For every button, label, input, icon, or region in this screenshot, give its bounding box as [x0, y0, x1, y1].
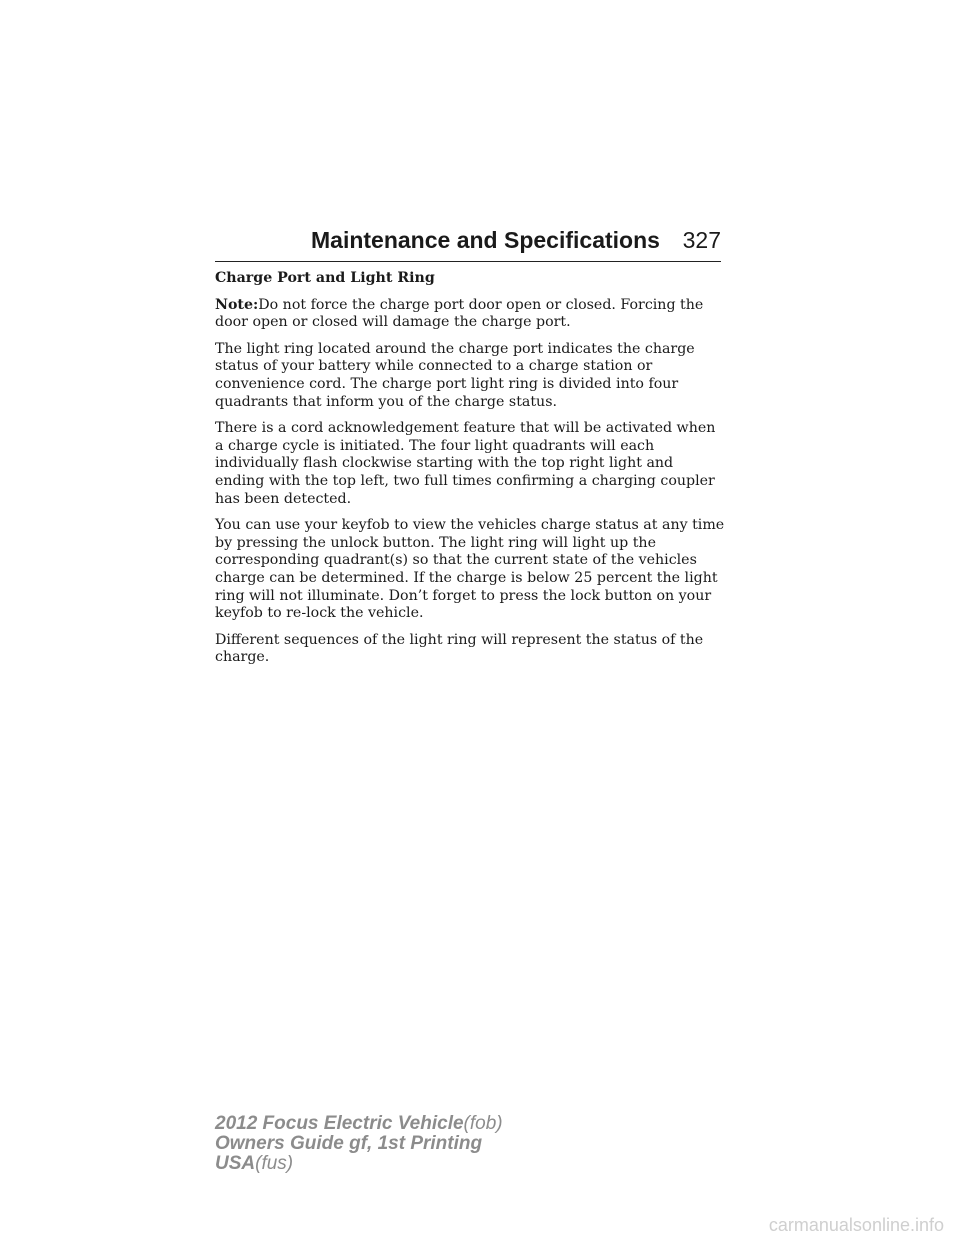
- chapter-title: Maintenance and Specifications: [311, 227, 660, 253]
- body-paragraph: The light ring located around the charge port indicates the charge status of your battery while connected to a charge station or convenience cord. The charge port light ring is divided into four quadrants that inform you of the charge status.: [215, 340, 695, 410]
- footer-market-code: (fus): [255, 1153, 294, 1174]
- note-text: Do not force the charge port door open or closed. Forcing the door open or closed will damage the charge port.: [215, 296, 704, 331]
- page-footer: [215, 1114, 503, 1174]
- body-paragraph: You can use your keyfob to view the vehicles charge status at any time by pressing the unlock button. The light ring will light up the corresponding quadrant(s) so that the current state of the vehicles charge can be determined. If the charge is below 25 percent the light ring will not illuminate. Don’t forget to press the lock button on your keyfob to re-lock the vehicle.: [215, 517, 725, 622]
- body-paragraph: Different sequences of the light ring will represent the status of the charge.: [215, 631, 704, 666]
- footer-line-2: Owners Guide gf, 1st Printing: [215, 1133, 483, 1154]
- footer-vehicle-title: 2012 Focus Electric Vehicle: [215, 1113, 464, 1134]
- body-paragraph: There is a cord acknowledgement feature that will be activated when a charge cycle is initiated. The four light quadrants will each individually flash clockwise starting with the top right light and ending with the top left, two full times confirming a charging coupler has been detected.: [215, 420, 716, 507]
- page-number: 327: [682, 227, 721, 253]
- page-header: [215, 225, 721, 262]
- section-heading: Charge Port and Light Ring: [215, 270, 435, 286]
- note-paragraph: [215, 297, 725, 332]
- footer-market: USA: [215, 1153, 256, 1174]
- note-label: Note:: [215, 296, 259, 313]
- footer-line-3: [215, 1154, 503, 1174]
- page-content: [215, 270, 725, 676]
- site-watermark: carmanualsonline.info: [768, 1215, 944, 1235]
- footer-vehicle-code: (fob): [463, 1113, 503, 1134]
- footer-line-1: [215, 1114, 503, 1134]
